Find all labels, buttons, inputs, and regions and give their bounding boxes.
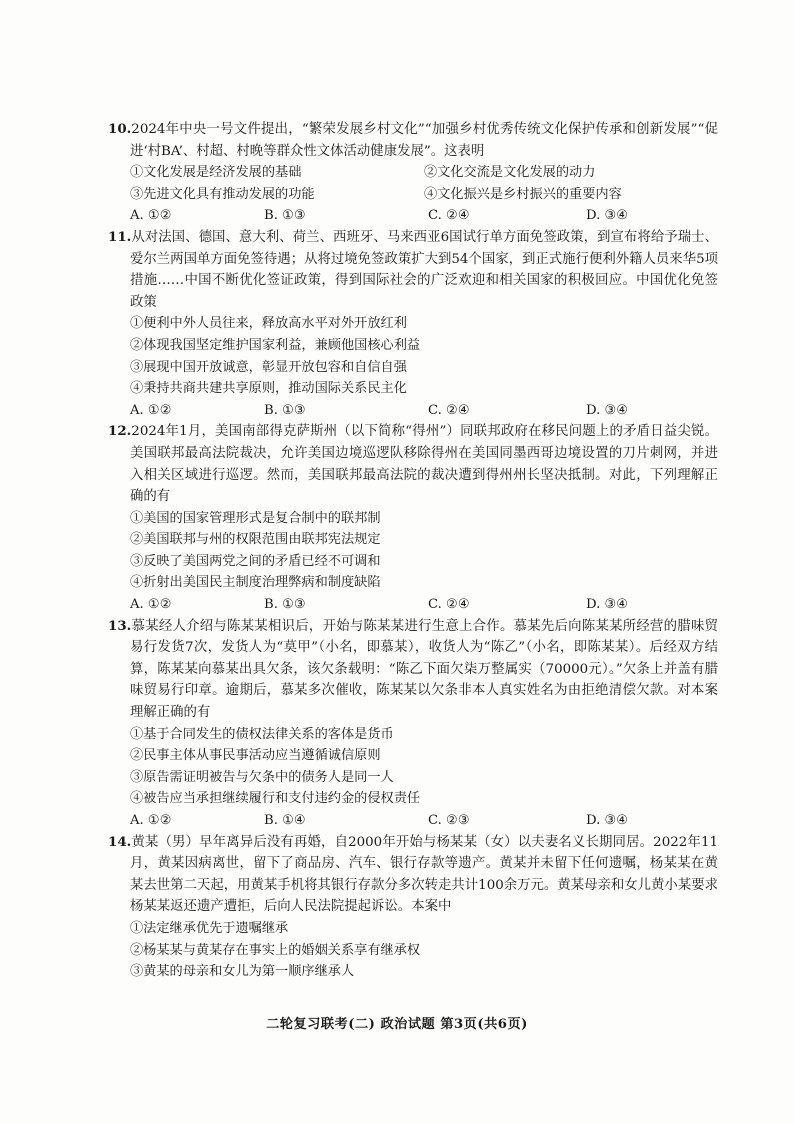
option-item: ③黄某的母亲和女儿为第一顺序继承人: [130, 964, 355, 980]
option-item: ②文化交流是文化发展的动力: [424, 165, 596, 181]
question-number: 13.: [108, 617, 132, 634]
question-text: 从对法国、德国、意大利、荷兰、西班牙、马来西亚6国试行单方面免签政策，到宣布将给予瑞士、爱尔兰两国单方面免签待遇；从将过境免签政策扩大到54个国家，到正式施行便利外籍人员来华5项措施……中国不断优化签证政策，得到国际社会的广泛欢迎和相关国家的积极回应。中国优化免签政策: [130, 229, 718, 310]
answer-choices: [108, 400, 718, 422]
option-item: ④被告应当承担继续履行和支付违约金的侵权责任: [130, 791, 421, 807]
answer-choice-b: B. ①③: [264, 208, 306, 224]
answer-choice-b: B. ①③: [264, 402, 306, 418]
question-12: [108, 421, 718, 615]
answer-choice-d: D. ③④: [586, 813, 629, 828]
answer-choice-d: D. ③④: [586, 402, 629, 418]
answer-choices: [108, 810, 718, 832]
question-stem: [108, 119, 718, 162]
option-list: [108, 724, 718, 810]
question-text: 慕某经人介绍与陈某某相识后，开始与陈某某进行生意上合作。慕某先后向陈某某所经营的腊味贸易行发货7次，发货人为“莫甲”（小名，即慕某），收货人为“陈乙”（小名，即陈某某）。后经双方结算，陈某某向慕某出具欠条，该欠条载明：“陈乙下面欠柒万整属实（70000元）。”欠条上并盖有腊味贸易行印章。逾期后，慕某多次催收，陈某某以欠条非本人真实姓名为由拒绝清偿欠款。对本案理解正确的有: [130, 618, 718, 721]
answer-choice-b: B. ①③: [264, 597, 306, 613]
question-stem: [108, 616, 718, 724]
answer-choice-c: C. ②④: [428, 208, 470, 224]
question-text: 2024年1月，美国南部得克萨斯州（以下简称“得州”）同联邦政府在移民问题上的矛盾日益尖锐。美国联邦最高法院裁决，允许美国边境巡逻队移除得州在美国同墨西哥边境设置的刀片刺网，并进入相关区域进行巡逻。然而，美国联邦最高法院的裁决遭到得州州长坚决抵制。对此，下列理解正确的有: [130, 424, 718, 505]
answer-choice-c: C. ②④: [428, 597, 470, 613]
question-10: [108, 119, 718, 227]
question-13: [108, 616, 718, 832]
option-list: [108, 918, 718, 983]
answer-choice-d: D. ③④: [586, 597, 629, 613]
answer-choice-a: A. ①②: [130, 597, 172, 613]
option-item: ③原告需证明被告与欠条中的债务人是同一人: [130, 769, 394, 785]
option-item: ②体现我国坚定维护国家利益，兼顾他国核心利益: [130, 337, 421, 353]
option-item: ①基于合同发生的债权法律关系的客体是货币: [130, 726, 394, 742]
answer-choice-a: A. ①②: [130, 813, 172, 828]
answer-choice-a: A. ①②: [130, 402, 172, 418]
question-text: 黄某（男）早年离异后没有再婚，自2000年开始与杨某某（女）以夫妻名义长期同居。2022年11月，黄某因病离世，留下了商品房、汽车、银行存款等遗产。黄某并未留下任何遗嘱，杨某某在黄某去世第二天起，用黄某手机将其银行存款分多次转走共计100余万元。黄某母亲和女儿黄小某要求杨某某返还遗产遭拒，后向人民法院提起诉讼。本案中: [130, 834, 718, 915]
option-item: ①文化发展是经济发展的基础: [130, 165, 302, 181]
option-list: [108, 162, 718, 205]
page-footer: 二轮复习联考(二) 政治试题 第3页(共6页): [266, 1017, 528, 1032]
option-item: ②民事主体从事民事活动应当遵循诚信原则: [130, 748, 381, 764]
answer-choices: [108, 594, 718, 616]
answer-choice-b: B. ①④: [264, 813, 306, 828]
question-11: [108, 227, 718, 421]
question-number: 12.: [108, 423, 132, 440]
question-number: 10.: [108, 121, 132, 137]
question-number: 11.: [108, 228, 132, 245]
question-stem: [108, 227, 718, 313]
answer-choice-c: C. ②③: [428, 813, 470, 828]
question-list: [108, 119, 718, 983]
option-list: [108, 508, 718, 594]
answer-choice-a: A. ①②: [130, 208, 172, 224]
question-14: [108, 832, 718, 983]
question-stem: [108, 421, 718, 507]
option-item: ③展现中国开放诚意，彰显开放包容和自信自强: [130, 359, 407, 375]
option-item: ③反映了美国两党之间的矛盾已经不可调和: [130, 553, 381, 569]
option-item: ④秉持共商共建共享原则，推动国际关系民主化: [130, 381, 407, 397]
option-item: ②杨某某与黄某存在事实上的婚姻关系享有继承权: [130, 942, 421, 958]
option-list: [108, 313, 718, 399]
answer-choice-d: D. ③④: [586, 208, 629, 224]
option-item: ②美国联邦与州的权限范围由联邦宪法规定: [130, 532, 381, 548]
question-number: 14.: [108, 833, 132, 850]
question-text: 2024年中央一号文件提出，“繁荣发展乡村文化”“加强乡村优秀传统文化保护传承和创新发展”“促进‘村BA’、村超、村晚等群众性文体活动健康发展”。这表明: [130, 122, 718, 159]
option-item: ①便利中外人员往来，释放高水平对外开放红利: [130, 316, 407, 332]
answer-choices: [108, 205, 718, 227]
option-item: ③先进文化具有推动发展的功能: [130, 186, 315, 202]
option-item: ④文化振兴是乡村振兴的重要内容: [424, 186, 622, 202]
option-item: ④折射出美国民主制度治理弊病和制度缺陷: [130, 575, 381, 591]
answer-choice-c: C. ②④: [428, 402, 470, 418]
option-item: ①美国的国家管理形式是复合制中的联邦制: [130, 510, 381, 526]
question-stem: [108, 832, 718, 918]
option-item: ①法定继承优先于遗嘱继承: [130, 920, 289, 936]
